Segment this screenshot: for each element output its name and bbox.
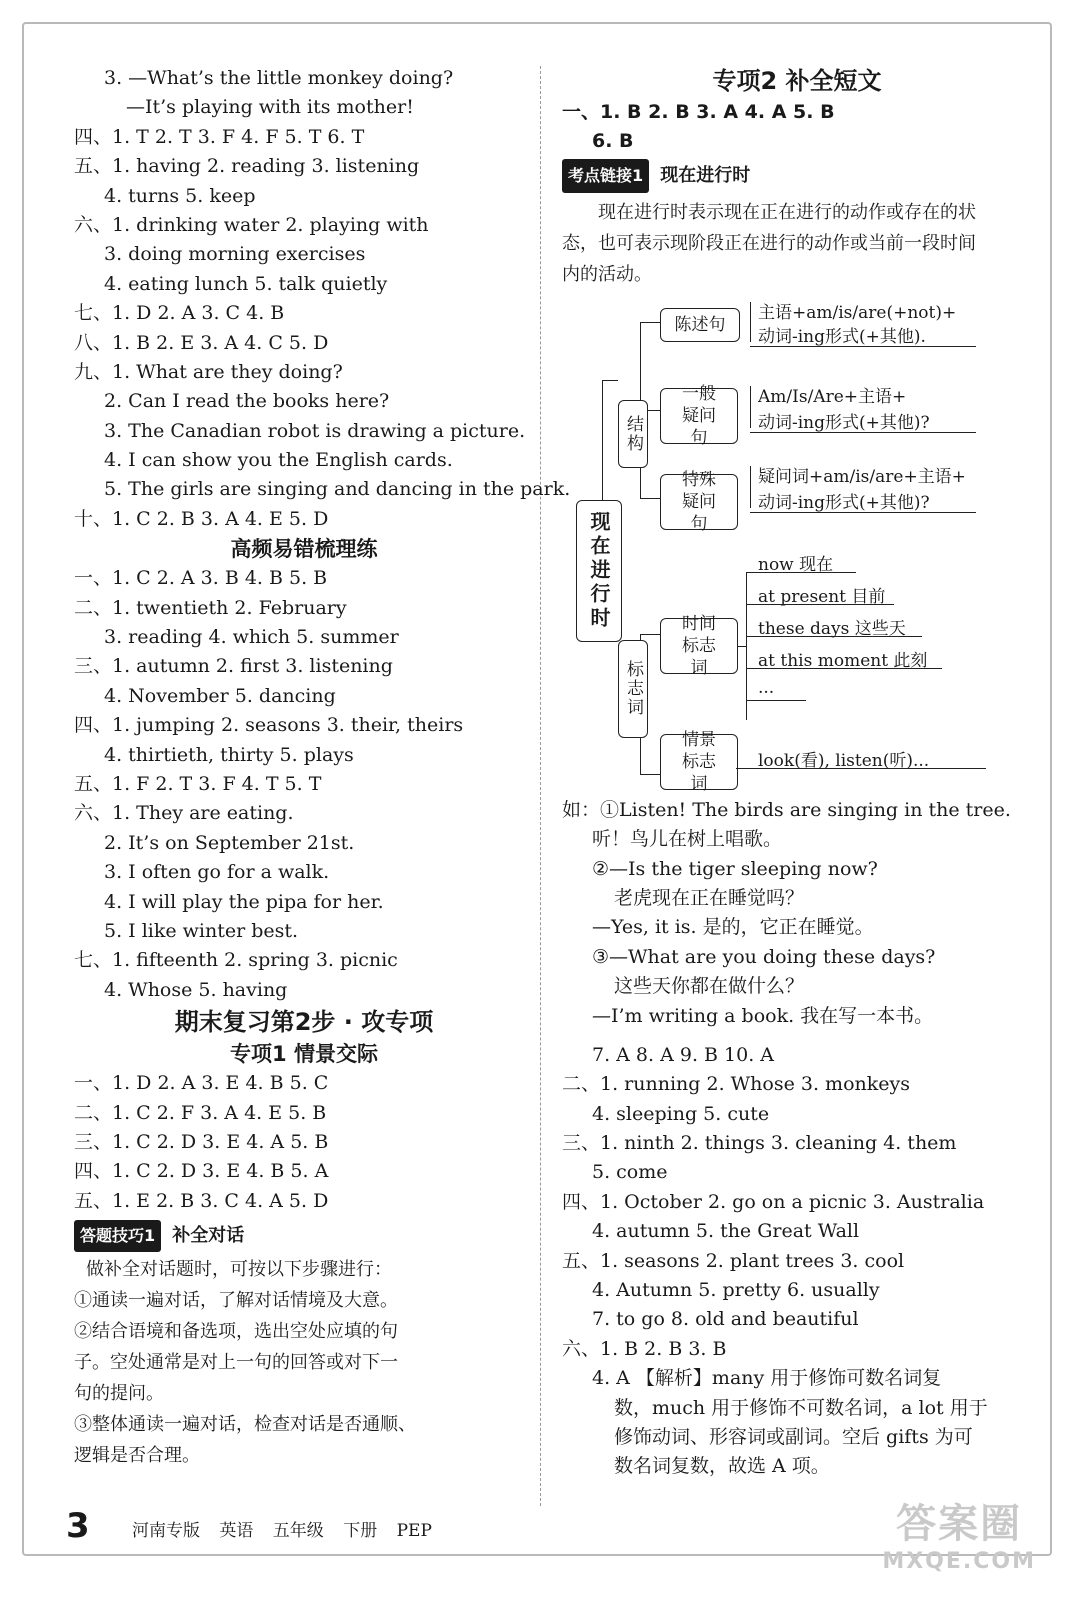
markers-box bbox=[618, 640, 648, 738]
tip-line: 做补全对话题时，可按以下步骤进行： bbox=[86, 1259, 392, 1281]
book-info: 河南专版 英语 五年级 下册 PEP bbox=[132, 1521, 432, 1541]
right-column bbox=[562, 64, 1032, 1482]
connector bbox=[602, 380, 618, 381]
answer-line: 五、1. seasons 2. plant trees 3. cool bbox=[562, 1249, 905, 1272]
bracket bbox=[750, 466, 751, 508]
scene-marker-label: 情景标志词 bbox=[682, 729, 716, 794]
answer-line: 五、1. E 2. B 3. C 4. A 5. D bbox=[74, 1189, 329, 1212]
general-question-label: 一般疑问句 bbox=[682, 383, 716, 448]
structure-box bbox=[618, 400, 648, 468]
answer-line: 4. Autumn 5. pretty 6. usually bbox=[592, 1279, 880, 1302]
answer-line: 九、1. What are they doing? bbox=[74, 360, 343, 383]
connector bbox=[640, 774, 660, 775]
answer-line: 数名词复数，故选 A 项。 bbox=[614, 1455, 830, 1478]
answer-line: 4. I can show you the English cards. bbox=[104, 449, 453, 472]
scene-words: look(看), listen(听)... bbox=[758, 750, 930, 771]
tip-line: ③整体通读一遍对话，检查对话是否通顺、 bbox=[74, 1414, 416, 1436]
special-question-rule-1: 疑问词+am/is/are+主语+ bbox=[758, 466, 966, 487]
watermark-url: MXQE.COM bbox=[882, 1549, 1036, 1574]
answer-line: 二、1. twentieth 2. February bbox=[74, 596, 347, 619]
column-divider bbox=[540, 66, 541, 1506]
underline bbox=[746, 668, 942, 669]
statement-label: 陈述句 bbox=[674, 314, 726, 335]
bracket bbox=[750, 386, 751, 428]
bracket bbox=[750, 302, 751, 342]
answer-line: 这些天你都在做什么？ bbox=[614, 975, 805, 998]
answer-line: 4. eating lunch 5. talk quietly bbox=[104, 272, 388, 295]
answer-line: 四、1. jumping 2. seasons 3. their, theirs bbox=[74, 714, 464, 737]
answer-line: 六、1. They are eating. bbox=[74, 802, 294, 825]
time-word: now 现在 bbox=[758, 554, 834, 575]
underline bbox=[746, 636, 922, 637]
page-number: 3 bbox=[66, 1506, 90, 1546]
answer-line: 6. B bbox=[592, 130, 634, 153]
section-heading: 专项2 补全短文 bbox=[712, 67, 882, 95]
answer-line: 五、1. having 2. reading 3. listening bbox=[74, 155, 420, 178]
general-question-rule-1: Am/Is/Are+主语+ bbox=[758, 386, 907, 407]
examples bbox=[562, 796, 1032, 1031]
answer-line: 数，much 用于修饰不可数名词，a lot 用于 bbox=[614, 1396, 988, 1419]
time-marker-box bbox=[660, 613, 738, 678]
connector bbox=[640, 322, 660, 323]
answer-line: 3. —What’s the little monkey doing? bbox=[104, 67, 454, 89]
special-question-box bbox=[660, 469, 738, 534]
answer-line: —It’s playing with its mother! bbox=[126, 96, 414, 119]
footer bbox=[66, 1506, 746, 1550]
connector bbox=[640, 498, 660, 499]
scene-marker-box bbox=[660, 729, 738, 794]
answer-line: 三、1. autumn 2. first 3. listening bbox=[74, 655, 393, 678]
root-box bbox=[576, 500, 622, 642]
statement-rule-1: 主语+am/is/are(+not)+ bbox=[758, 302, 957, 323]
answer-line: 如：①Listen! The birds are singing in the tree. bbox=[562, 798, 1011, 821]
underline bbox=[750, 432, 976, 433]
kaodian-tag: 考点链接1 bbox=[562, 159, 649, 193]
answer-line: 2. It’s on September 21st. bbox=[104, 831, 355, 854]
answer-line: 3. doing morning exercises bbox=[104, 243, 366, 266]
answer-line: 五、1. F 2. T 3. F 4. T 5. T bbox=[74, 772, 322, 795]
underline bbox=[746, 604, 894, 605]
general-question-box bbox=[660, 383, 738, 448]
answer-line: 4. sleeping 5. cute bbox=[592, 1102, 770, 1125]
answer-line: 一、1. D 2. A 3. E 4. B 5. C bbox=[74, 1072, 329, 1095]
answer-line: 一、1. B 2. B 3. A 4. A 5. B bbox=[562, 101, 835, 123]
answer-line: 5. I like winter best. bbox=[104, 919, 299, 942]
answer-line: 八、1. B 2. E 3. A 4. C 5. D bbox=[74, 331, 329, 354]
answer-line: 3. I often go for a walk. bbox=[104, 861, 330, 884]
underline bbox=[736, 768, 986, 769]
answer-line: 听！鸟儿在树上唱歌。 bbox=[592, 828, 783, 851]
general-question-rule-2: 动词-ing形式(+其他)? bbox=[758, 412, 930, 433]
section-heading: 专项1 情景交际 bbox=[230, 1042, 378, 1067]
left-column bbox=[74, 64, 571, 1471]
markers-label: 标志词 bbox=[623, 660, 643, 718]
answer-line: 7. A 8. A 9. B 10. A bbox=[592, 1043, 775, 1066]
answer-line: 4. A 【解析】many 用于修饰可数名词复 bbox=[592, 1367, 942, 1390]
answer-line: 三、1. ninth 2. things 3. cleaning 4. them bbox=[562, 1132, 957, 1155]
answer-line: 六、1. drinking water 2. playing with bbox=[74, 213, 429, 236]
answer-line: 修饰动词、形容词或副词。空后 gifts 为可 bbox=[614, 1425, 973, 1448]
answer-line: 5. The girls are singing and dancing in the park. bbox=[104, 478, 571, 501]
time-marker-label: 时间标志词 bbox=[682, 613, 716, 678]
answer-line: 四、1. C 2. D 3. E 4. B 5. A bbox=[74, 1160, 329, 1183]
time-word: at present 目前 bbox=[758, 586, 886, 607]
section-heading: 期末复习第2步 · 攻专项 bbox=[174, 1008, 434, 1037]
grammar-intro: 现在进行时表示现在正在进行的动作或存在的状态，也可表示现阶段正在进行的动作或当前一段时间内的活动。 bbox=[562, 201, 976, 285]
answer-line: 4. Whose 5. having bbox=[104, 978, 288, 1001]
underline bbox=[746, 700, 806, 701]
answer-line: 七、1. fifteenth 2. spring 3. picnic bbox=[74, 949, 398, 972]
statement-box bbox=[660, 308, 740, 342]
answer-line: 四、1. T 2. T 3. F 4. F 5. T 6. T bbox=[74, 125, 365, 148]
tip-line: 句的提问。 bbox=[74, 1383, 164, 1405]
answer-line: —Yes, it is. 是的，它正在睡觉。 bbox=[592, 916, 874, 939]
answer-line: 7. to go 8. old and beautiful bbox=[592, 1308, 859, 1331]
branch-connector bbox=[746, 572, 747, 720]
answer-line: 5. come bbox=[592, 1161, 668, 1184]
underline bbox=[750, 346, 976, 347]
right-answer-list bbox=[562, 1041, 1032, 1482]
answer-line: 七、1. D 2. A 3. C 4. B bbox=[74, 302, 285, 325]
answer-line: 四、1. October 2. go on a picnic 3. Australia bbox=[562, 1190, 985, 1213]
answer-line: 4. November 5. dancing bbox=[104, 684, 336, 707]
watermark-text: 答案圈 bbox=[896, 1501, 1023, 1547]
answer-line: 4. thirtieth, thirty 5. plays bbox=[104, 743, 354, 766]
tip-line: ②结合语境和备选项，选出空处应填的句 bbox=[74, 1321, 398, 1343]
answer-line: 二、1. C 2. F 3. A 4. E 5. B bbox=[74, 1101, 327, 1124]
kaodian-title: 现在进行时 bbox=[660, 164, 751, 186]
tip-line: ①通读一遍对话，了解对话情境及大意。 bbox=[74, 1290, 398, 1312]
tip-box bbox=[74, 1220, 534, 1471]
answer-line: 一、1. C 2. A 3. B 4. B 5. B bbox=[74, 567, 328, 590]
answer-line: 六、1. B 2. B 3. B bbox=[562, 1337, 727, 1360]
special-question-rule-2: 动词-ing形式(+其他)? bbox=[758, 492, 930, 513]
answer-line: 4. turns 5. keep bbox=[104, 184, 256, 207]
mind-map bbox=[562, 294, 1032, 794]
tip-line: 子。空处通常是对上一句的回答或对下一 bbox=[74, 1352, 398, 1374]
watermark bbox=[882, 1492, 1036, 1574]
answer-line: 3. reading 4. which 5. summer bbox=[104, 626, 399, 649]
statement-rule-2: 动词-ing形式(+其他). bbox=[758, 326, 926, 347]
answer-line: 2. Can I read the books here? bbox=[104, 390, 390, 413]
underline bbox=[746, 572, 856, 573]
answer-line: ②—Is the tiger sleeping now? bbox=[592, 857, 878, 880]
tip-title: 补全对话 bbox=[172, 1225, 245, 1247]
answer-line: ③—What are you doing these days? bbox=[592, 945, 936, 968]
answer-line: 4. I will play the pipa for her. bbox=[104, 890, 384, 913]
left-answer-list bbox=[74, 64, 571, 1216]
special-question-label: 特殊疑问句 bbox=[682, 469, 716, 534]
tip-tag: 答题技巧1 bbox=[74, 1220, 161, 1252]
answer-line: 4. autumn 5. the Great Wall bbox=[592, 1220, 860, 1243]
tip-text bbox=[74, 1254, 534, 1471]
time-word: these days 这些天 bbox=[758, 618, 906, 639]
structure-label: 结构 bbox=[623, 414, 643, 453]
answer-line: 老虎现在正在睡觉吗？ bbox=[614, 886, 805, 909]
answer-line: 三、1. C 2. D 3. E 4. A 5. B bbox=[74, 1130, 329, 1153]
connector bbox=[640, 634, 660, 635]
answer-line: —I’m writing a book. 我在写一本书。 bbox=[592, 1004, 934, 1027]
answer-line: 十、1. C 2. B 3. A 4. E 5. D bbox=[74, 507, 329, 530]
root-label: 现在进行时 bbox=[587, 510, 611, 631]
time-word: at this moment 此刻 bbox=[758, 650, 928, 671]
answer-line: 二、1. running 2. Whose 3. monkeys bbox=[562, 1073, 910, 1096]
underline bbox=[750, 512, 976, 513]
tip-line: 逻辑是否合理。 bbox=[74, 1445, 200, 1467]
answer-line: 3. The Canadian robot is drawing a picture. bbox=[104, 419, 526, 442]
time-word: ... bbox=[758, 677, 775, 698]
section-heading: 高频易错梳理练 bbox=[230, 537, 378, 562]
